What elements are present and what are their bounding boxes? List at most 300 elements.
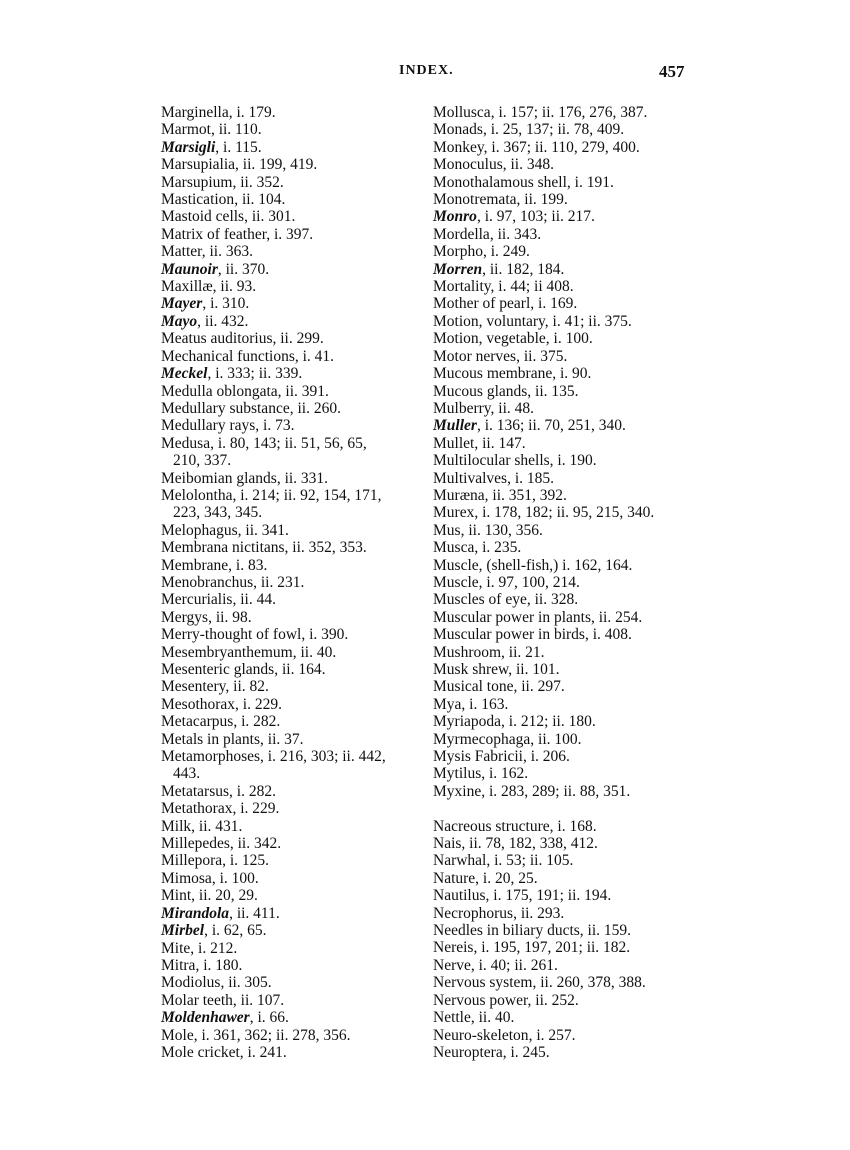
entry-term: Mimosa bbox=[161, 869, 212, 887]
entry-references: , ii. 164. bbox=[274, 661, 326, 678]
entry-references: , ii. 351, 392. bbox=[484, 486, 567, 504]
index-entry bbox=[161, 295, 423, 312]
index-entry bbox=[433, 974, 695, 991]
entry-references-continued: 443. bbox=[173, 765, 201, 783]
entry-term: Mirbel bbox=[161, 922, 205, 940]
entry-term: Mayer bbox=[161, 295, 203, 313]
entry-references: , i. 216, 303; ii. 442, bbox=[260, 748, 386, 766]
entry-term: Maunoir bbox=[161, 260, 218, 278]
entry-references: , i. 169. bbox=[530, 295, 578, 313]
entry-references: , ii. 348. bbox=[502, 156, 554, 174]
entry-references: , i. 136; ii. 70, 251, 340. bbox=[476, 417, 626, 435]
entry-term: Mirandola bbox=[161, 904, 230, 922]
entry-term: Mole bbox=[161, 1026, 194, 1044]
index-entry bbox=[161, 905, 423, 922]
entry-references: , i. 62, 65. bbox=[204, 922, 267, 940]
index-entry bbox=[433, 470, 695, 487]
entry-term: Matter bbox=[161, 243, 202, 261]
entry-term: Monothalamous shell bbox=[433, 173, 567, 191]
entry-term: Menobranchus bbox=[161, 573, 254, 591]
index-entry bbox=[433, 696, 695, 713]
entry-references: , ii. 301. bbox=[244, 208, 296, 226]
index-entry bbox=[433, 609, 695, 626]
entry-references: , i. 80, 143; ii. 51, 56, 65, bbox=[210, 434, 367, 452]
entry-term: Mint bbox=[161, 887, 192, 905]
entry-term: Metals in plants bbox=[161, 730, 261, 748]
index-entry bbox=[161, 400, 423, 417]
entry-references: , ii. 411. bbox=[229, 904, 280, 922]
entry-references: , i. 44; ii 408. bbox=[490, 278, 574, 296]
entry-references: , ii. 98. bbox=[208, 608, 252, 626]
entry-term: Mordella bbox=[433, 225, 490, 243]
entry-references: , i. 229. bbox=[232, 800, 280, 818]
entry-term: Membrane bbox=[161, 556, 229, 574]
entry-term: Mole cricket bbox=[161, 1043, 240, 1061]
index-entry bbox=[161, 208, 423, 225]
entry-references: , ii. 343. bbox=[489, 225, 542, 243]
entry-term: Nautilus bbox=[433, 887, 486, 905]
index-entry bbox=[433, 348, 695, 365]
index-entry bbox=[433, 835, 695, 852]
entry-references: , i. 125. bbox=[222, 852, 270, 870]
index-entry bbox=[161, 696, 423, 713]
entry-term: Meatus auditorius bbox=[161, 330, 273, 348]
index-entry bbox=[161, 522, 423, 539]
entry-references: , i. 178, 182; ii. 95, 215, 340. bbox=[474, 504, 655, 522]
entry-references: , i. 40; ii. 261. bbox=[470, 956, 558, 974]
index-entry bbox=[433, 400, 695, 417]
index-entry bbox=[161, 940, 423, 957]
entry-references: , ii. 107. bbox=[232, 991, 285, 1009]
entry-term: Mulberry bbox=[433, 399, 491, 417]
entry-references: , i. 41. bbox=[294, 347, 335, 365]
index-entry bbox=[433, 1044, 695, 1061]
entry-term: Medulla oblongata bbox=[161, 382, 278, 400]
index-entry bbox=[433, 661, 695, 678]
entry-references: , i. 180. bbox=[195, 956, 243, 974]
entry-term: Multivalves bbox=[433, 469, 508, 487]
index-entry bbox=[161, 1009, 423, 1026]
entry-term: Monkey bbox=[433, 138, 484, 156]
index-entry bbox=[433, 261, 695, 278]
entry-references: , i. 235. bbox=[474, 539, 522, 557]
entry-references: , ii. 147. bbox=[474, 434, 526, 452]
index-entry bbox=[433, 644, 695, 661]
index-entry bbox=[433, 818, 695, 835]
entry-term: Myrmecophaga bbox=[433, 730, 531, 748]
entry-references: , i. 162. bbox=[481, 765, 529, 783]
entry-term: Mesenteric glands bbox=[161, 661, 275, 678]
running-header: INDEX. bbox=[399, 63, 454, 78]
entry-term: Maxillæ bbox=[161, 278, 213, 296]
entry-references: , ii. 305. bbox=[220, 974, 272, 992]
entry-references: , ii. 342. bbox=[229, 835, 282, 853]
index-entry bbox=[433, 435, 695, 452]
entry-references: , i. 97, 103; ii. 217. bbox=[476, 208, 595, 226]
entry-term: Mercurialis bbox=[161, 591, 233, 609]
entry-references: , i. 241. bbox=[239, 1043, 287, 1061]
index-entry bbox=[433, 765, 695, 782]
entry-references: , ii. 104. bbox=[234, 191, 286, 209]
entry-references: , i. 97, 100, 214. bbox=[478, 573, 580, 591]
entry-references: , ii. 21. bbox=[501, 643, 545, 661]
entry-term: Mytilus bbox=[433, 765, 482, 783]
entry-term: Marsupialia bbox=[161, 156, 236, 174]
index-entry bbox=[433, 713, 695, 730]
entry-term: Nature bbox=[433, 869, 476, 887]
entry-term: Murex bbox=[433, 504, 475, 522]
entry-term: Millepora bbox=[161, 852, 223, 870]
entry-term: Myxine bbox=[433, 782, 482, 800]
index-entry bbox=[161, 330, 423, 347]
index-entry bbox=[161, 226, 423, 243]
entry-term: Metacarpus bbox=[161, 713, 234, 731]
entry-term: Mus bbox=[433, 521, 461, 539]
entry-references: , i. 408. bbox=[584, 626, 632, 644]
entry-references: , i. 367; ii. 110, 279, 400. bbox=[483, 138, 640, 156]
entry-references: , ii. 432. bbox=[197, 312, 249, 330]
entry-term: Mya bbox=[433, 695, 462, 713]
entry-term: Motor nerves bbox=[433, 347, 517, 365]
entry-term: Mesothorax bbox=[161, 695, 236, 713]
entry-references: , i. 212; ii. 180. bbox=[501, 713, 596, 731]
index-entry bbox=[161, 713, 423, 730]
entry-term: Marmot bbox=[161, 121, 211, 139]
index-entry bbox=[433, 992, 695, 1009]
entry-term: Meckel bbox=[161, 365, 208, 383]
index-entry bbox=[161, 557, 423, 574]
section-gap bbox=[433, 800, 695, 817]
index-entry bbox=[161, 974, 423, 991]
entry-term: Monoculus bbox=[433, 156, 503, 174]
entry-references: , i. 195, 197, 201; ii. 182. bbox=[473, 939, 631, 957]
entry-term: Mayo bbox=[161, 312, 198, 330]
entry-references: , ii. 135. bbox=[527, 382, 579, 400]
entry-references: , i. 53; ii. 105. bbox=[486, 852, 574, 870]
entry-term: Marsupium bbox=[161, 173, 233, 191]
entry-term: Nervous system bbox=[433, 974, 533, 992]
index-entry bbox=[161, 661, 423, 678]
index-entry bbox=[433, 208, 695, 225]
index-entry bbox=[161, 383, 423, 400]
index-entry bbox=[433, 574, 695, 591]
index-entry bbox=[161, 678, 423, 695]
index-entry bbox=[433, 330, 695, 347]
entry-term: Muscular power in plants bbox=[433, 608, 591, 626]
index-entry bbox=[433, 957, 695, 974]
entry-references: , ii. 352, 353. bbox=[284, 539, 367, 557]
entry-references: , i. 249. bbox=[482, 243, 530, 261]
entry-term: Melolontha bbox=[161, 486, 233, 504]
index-entry bbox=[161, 243, 423, 260]
entry-references: , i. 206. bbox=[523, 748, 570, 766]
index-entry bbox=[433, 748, 695, 765]
index-entry bbox=[161, 748, 423, 783]
entry-references: , ii. 254. bbox=[590, 608, 643, 626]
entry-term: Muscle bbox=[433, 573, 479, 591]
entry-references: , ii. 130, 356. bbox=[460, 521, 543, 539]
index-entry bbox=[433, 870, 695, 887]
index-entry bbox=[433, 591, 695, 608]
entry-term: Muscle, (shell-fish,) bbox=[433, 556, 559, 574]
entry-term: Mortality bbox=[433, 278, 491, 296]
entry-references: , ii. 363. bbox=[201, 243, 253, 261]
entry-references: , ii. 93. bbox=[212, 278, 257, 296]
entry-term: Mergys bbox=[161, 608, 209, 626]
entry-references: , ii. 331. bbox=[276, 469, 329, 487]
entry-references: , ii. 297. bbox=[513, 678, 565, 696]
entry-references: , i. 175, 191; ii. 194. bbox=[485, 887, 612, 905]
index-entry bbox=[433, 174, 695, 191]
entry-term: Myriapoda bbox=[433, 713, 502, 731]
index-entry bbox=[161, 1044, 423, 1061]
entry-term: Morren bbox=[433, 260, 483, 278]
entry-references: , i. 25, 137; ii. 78, 409. bbox=[482, 121, 625, 139]
entry-references: , i. 66. bbox=[249, 1009, 289, 1027]
entry-term: Monro bbox=[433, 208, 477, 226]
entry-references: , ii. 82. bbox=[225, 678, 269, 696]
entry-term: Marginella bbox=[161, 104, 229, 121]
index-entry bbox=[161, 835, 423, 852]
index-entry bbox=[433, 522, 695, 539]
index-entry bbox=[161, 852, 423, 869]
entry-references: , i. 179. bbox=[228, 104, 276, 121]
index-entry bbox=[433, 852, 695, 869]
index-entry bbox=[161, 417, 423, 434]
entry-term: Milk bbox=[161, 817, 192, 835]
entry-references: i. 162, 164. bbox=[558, 556, 633, 574]
entry-term: Mysis Fabricii bbox=[433, 748, 523, 766]
entry-references: , i. 73. bbox=[255, 417, 295, 435]
entry-term: Membrana nictitans bbox=[161, 539, 285, 557]
index-entry bbox=[433, 365, 695, 382]
index-entry bbox=[433, 487, 695, 504]
entry-term: Nervous power bbox=[433, 991, 528, 1009]
entry-term: Necrophorus bbox=[433, 904, 514, 922]
entry-term: Melophagus bbox=[161, 521, 238, 539]
entry-term: Muræna bbox=[433, 486, 485, 504]
entry-references: , i. 100. bbox=[545, 330, 593, 348]
entry-term: Mesembryanthemum bbox=[161, 643, 293, 661]
entry-term: Metathorax bbox=[161, 800, 233, 818]
index-entry bbox=[161, 191, 423, 208]
index-entry bbox=[433, 783, 695, 800]
entry-references: , ii. 44. bbox=[232, 591, 276, 609]
index-entry bbox=[161, 644, 423, 661]
index-entry bbox=[433, 678, 695, 695]
entry-term: Neuroptera bbox=[433, 1043, 503, 1061]
entry-term: Mastoid cells bbox=[161, 208, 245, 226]
entry-term: Nerve bbox=[433, 956, 471, 974]
index-entry bbox=[161, 156, 423, 173]
entry-references: , ii. 37. bbox=[260, 730, 304, 748]
entry-references: , i. 283, 289; ii. 88, 351. bbox=[481, 782, 631, 800]
index-entry bbox=[161, 470, 423, 487]
entry-term: Mesentery bbox=[161, 678, 226, 696]
index-entry bbox=[161, 870, 423, 887]
entry-references: , i. 333; ii. 339. bbox=[207, 365, 303, 383]
entry-references: , ii. 40. bbox=[470, 1009, 515, 1027]
entry-term: Neuro-skeleton bbox=[433, 1026, 529, 1044]
entry-term: Mitra bbox=[161, 956, 196, 974]
index-entry bbox=[433, 922, 695, 939]
entry-term: Mollusca bbox=[433, 104, 491, 121]
entry-term: Mother of pearl bbox=[433, 295, 531, 313]
entry-references: , i. 90. bbox=[552, 365, 592, 383]
index-entry bbox=[161, 783, 423, 800]
index-entry bbox=[161, 261, 423, 278]
entry-term: Molar teeth bbox=[161, 991, 233, 1009]
index-entry bbox=[433, 243, 695, 260]
index-entry bbox=[161, 992, 423, 1009]
index-entry bbox=[433, 226, 695, 243]
index-entry bbox=[161, 539, 423, 556]
index-column-right bbox=[433, 104, 695, 1061]
entry-term: Muller bbox=[433, 417, 477, 435]
index-entry bbox=[161, 139, 423, 156]
entry-references: , i. 157; ii. 176, 276, 387. bbox=[490, 104, 648, 121]
entry-term: Medullary substance bbox=[161, 399, 290, 417]
entry-references: , i. 163. bbox=[461, 695, 509, 713]
entry-references: , i. 190. bbox=[549, 452, 597, 470]
entry-references: , i. 361, 362; ii. 278, 356. bbox=[193, 1026, 351, 1044]
index-entry bbox=[433, 121, 695, 138]
entry-references: , ii. 182, 184. bbox=[482, 260, 565, 278]
entry-term: Nacreous structure bbox=[433, 817, 550, 835]
index-entry bbox=[161, 348, 423, 365]
index-entry bbox=[433, 313, 695, 330]
index-entry bbox=[161, 731, 423, 748]
entry-references: , ii. 391. bbox=[277, 382, 329, 400]
entry-references: , ii. 299. bbox=[272, 330, 324, 348]
entry-references: , ii. 110. bbox=[210, 121, 262, 139]
entry-term: Millepedes bbox=[161, 835, 230, 853]
entry-references: , i. 282. bbox=[233, 713, 281, 731]
entry-references: , ii. 370. bbox=[217, 260, 270, 278]
entry-references-continued: 210, 337. bbox=[173, 452, 232, 470]
entry-references: , i. 310. bbox=[202, 295, 250, 313]
entry-references: , ii. 260, 378, 388. bbox=[532, 974, 646, 992]
entry-references: , ii. 199. bbox=[516, 191, 568, 209]
index-entry bbox=[161, 365, 423, 382]
entry-term: Metatarsus bbox=[161, 782, 230, 800]
entry-references: , ii. 20, 29. bbox=[191, 887, 258, 905]
index-entry bbox=[433, 1009, 695, 1026]
index-entry bbox=[161, 800, 423, 817]
entry-term: Morpho bbox=[433, 243, 483, 261]
index-entry bbox=[433, 504, 695, 521]
entry-references: , ii. 431. bbox=[191, 817, 243, 835]
entry-references: , i. 20, 25. bbox=[475, 869, 538, 887]
entry-references: , i. 83. bbox=[228, 556, 268, 574]
entry-references: , i. 282. bbox=[229, 782, 276, 800]
index-entry bbox=[161, 591, 423, 608]
index-entry bbox=[161, 626, 423, 643]
entry-references: , i. 115. bbox=[215, 138, 262, 156]
entry-references: , i. 212. bbox=[190, 939, 238, 957]
entry-term: Medusa bbox=[161, 434, 211, 452]
entry-term: Motion, voluntary bbox=[433, 312, 545, 330]
entry-references: , ii. 328. bbox=[526, 591, 579, 609]
entry-references: , ii. 100. bbox=[530, 730, 582, 748]
entry-term: Mastication bbox=[161, 191, 235, 209]
entry-term: Monotremata bbox=[433, 191, 517, 209]
entry-references: , ii. 341. bbox=[237, 521, 289, 539]
index-entry bbox=[161, 174, 423, 191]
index-entry bbox=[433, 191, 695, 208]
entry-term: Marsigli bbox=[161, 138, 216, 156]
entry-term: Meibomian glands bbox=[161, 469, 277, 487]
entry-references: , ii. 252. bbox=[527, 991, 579, 1009]
index-entry bbox=[433, 104, 695, 121]
entry-term: Multilocular shells bbox=[433, 452, 550, 470]
index-entry bbox=[433, 626, 695, 643]
entry-references: , ii. 101. bbox=[508, 661, 560, 678]
entry-term: Nettle bbox=[433, 1009, 471, 1027]
entry-term: Mushroom bbox=[433, 643, 502, 661]
index-entry bbox=[161, 957, 423, 974]
entry-references: , i. 168. bbox=[549, 817, 597, 835]
index-entry bbox=[161, 487, 423, 522]
index-entry bbox=[433, 139, 695, 156]
entry-term: Modiolus bbox=[161, 974, 221, 992]
entry-references-continued: 223, 343, 345. bbox=[173, 504, 263, 522]
entry-term: Moldenhawer bbox=[161, 1009, 250, 1027]
entry-references: , ii. 260. bbox=[289, 399, 341, 417]
index-entry bbox=[433, 1027, 695, 1044]
entry-references: , ii. 48. bbox=[490, 399, 535, 417]
entry-references: , i. 257. bbox=[528, 1026, 576, 1044]
entry-references: , ii. 375. bbox=[516, 347, 568, 365]
entry-references: , ii. 231. bbox=[253, 573, 305, 591]
index-entry bbox=[161, 887, 423, 904]
entry-term: Mechanical functions bbox=[161, 347, 295, 365]
index-entry bbox=[161, 313, 423, 330]
entry-term: Musca bbox=[433, 539, 475, 557]
entry-term: Muscular power in birds bbox=[433, 626, 585, 644]
entry-term: Merry-thought of fowl bbox=[161, 626, 302, 644]
entry-references: , ii. 40. bbox=[292, 643, 337, 661]
entry-references: , i. 214; ii. 92, 154, 171, bbox=[232, 486, 382, 504]
index-entry bbox=[433, 887, 695, 904]
index-column-left bbox=[161, 104, 423, 1061]
entry-term: Mucous membrane bbox=[433, 365, 553, 383]
entry-term: Medullary rays bbox=[161, 417, 256, 435]
entry-term: Monads bbox=[433, 121, 483, 139]
index-entry bbox=[433, 539, 695, 556]
entry-references: , i. 41; ii. 375. bbox=[544, 312, 632, 330]
entry-term: Metamorphoses bbox=[161, 748, 261, 766]
index-entry bbox=[161, 278, 423, 295]
index-entry bbox=[433, 557, 695, 574]
entry-term: Needles in biliary ducts bbox=[433, 922, 580, 940]
entry-term: Nais bbox=[433, 835, 462, 853]
entry-references: , i. 245. bbox=[502, 1043, 550, 1061]
entry-references: , ii. 293. bbox=[513, 904, 565, 922]
index-entry bbox=[161, 121, 423, 138]
index-entry bbox=[433, 417, 695, 434]
index-entry bbox=[161, 435, 423, 470]
entry-term: Mucous glands bbox=[433, 382, 528, 400]
index-entry bbox=[433, 295, 695, 312]
index-entry bbox=[161, 104, 423, 121]
entry-term: Narwhal bbox=[433, 852, 487, 870]
index-entry bbox=[161, 818, 423, 835]
entry-references: , ii. 159. bbox=[579, 922, 632, 940]
index-entry bbox=[161, 609, 423, 626]
entry-references: , i. 191. bbox=[566, 173, 614, 191]
entry-references: , i. 229. bbox=[235, 695, 282, 713]
